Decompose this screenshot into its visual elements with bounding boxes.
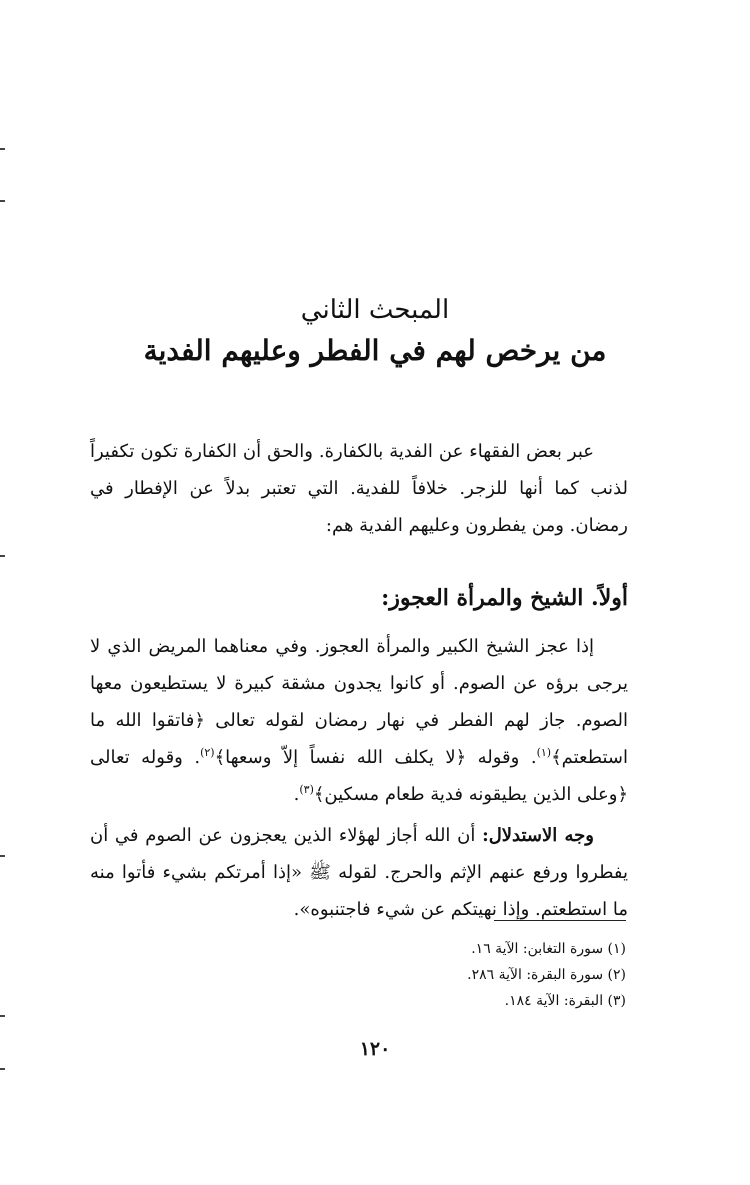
body-text-part4: .	[293, 784, 300, 805]
footnote-ref-3[interactable]: (٣)	[299, 783, 314, 796]
footnote-3: (٣) البقرة: الآية ١٨٤.	[504, 993, 626, 1009]
footnote-1: (١) سورة التغابن: الآية ١٦.	[471, 941, 626, 957]
footnote-divider	[494, 920, 626, 921]
body-paragraph	[90, 628, 628, 813]
scan-edge-mark	[0, 1068, 5, 1070]
footnote-ref-2[interactable]: (٢)	[200, 746, 215, 759]
scan-edge-mark	[0, 200, 5, 202]
body-content	[90, 433, 628, 928]
body-text-part1: إذا عجز الشيخ الكبير والمرأة العجوز. وفي معناهما المريض الذي لا يرجى برؤه عن الصوم. أو كانوا يجدون مشقة كبيرة لا يستطيعون معها الصوم. جاز لهم الفطر في نهار رمضان لقوله تعالى ﴿فاتقوا الله ما استطعتم﴾	[90, 636, 628, 768]
section-headings	[60, 290, 690, 372]
scan-edge-mark	[0, 855, 5, 857]
evidence-label: وجه الاستدلال:	[482, 825, 594, 846]
scan-edge-mark	[0, 148, 5, 150]
evidence-text: أن الله أجاز لهؤلاء الذين يعجزون عن الصوم في أن يفطروا ورفع عنهم الإثم والحرج. لقوله ﷺ «إذا أمرتكم بشيء فأتوا منه ما استطعتم. وإذا نهيتكم عن شيء فاجتنبوه».	[90, 825, 628, 920]
footnote-2: (٢) سورة البقرة: الآية ٢٨٦.	[467, 967, 626, 983]
evidence-paragraph	[90, 817, 628, 928]
body-text-part2: . وقوله ﴿لا يكلف الله نفساً إلاّ وسعها﴾	[214, 747, 537, 768]
section-label: المبحث الثاني	[300, 295, 450, 325]
page-number: ١٢٠	[359, 1038, 391, 1060]
body-text-part3: . وقوله تعالى ﴿وعلى الذين يطيقونه فدية طعام مسكين﴾	[90, 747, 628, 805]
subheading: أولاً. الشيخ والمرأة العجوز:	[381, 585, 628, 611]
scan-edge-mark	[0, 1015, 5, 1017]
scan-edge-mark	[0, 555, 5, 557]
section-title: من يرخص لهم في الفطر وعليهم الفدية	[143, 334, 607, 367]
footnotes	[380, 936, 626, 1014]
intro-paragraph: عبر بعض الفقهاء عن الفدية بالكفارة. والحق أن الكفارة تكون تكفيراً لذنب كما أنها للزجر. خلافاً للفدية. التي تعتبر بدلاً عن الإفطار في رمضان. ومن يفطرون وعليهم الفدية هم:	[90, 441, 628, 536]
footnote-ref-1[interactable]: (١)	[536, 746, 552, 759]
